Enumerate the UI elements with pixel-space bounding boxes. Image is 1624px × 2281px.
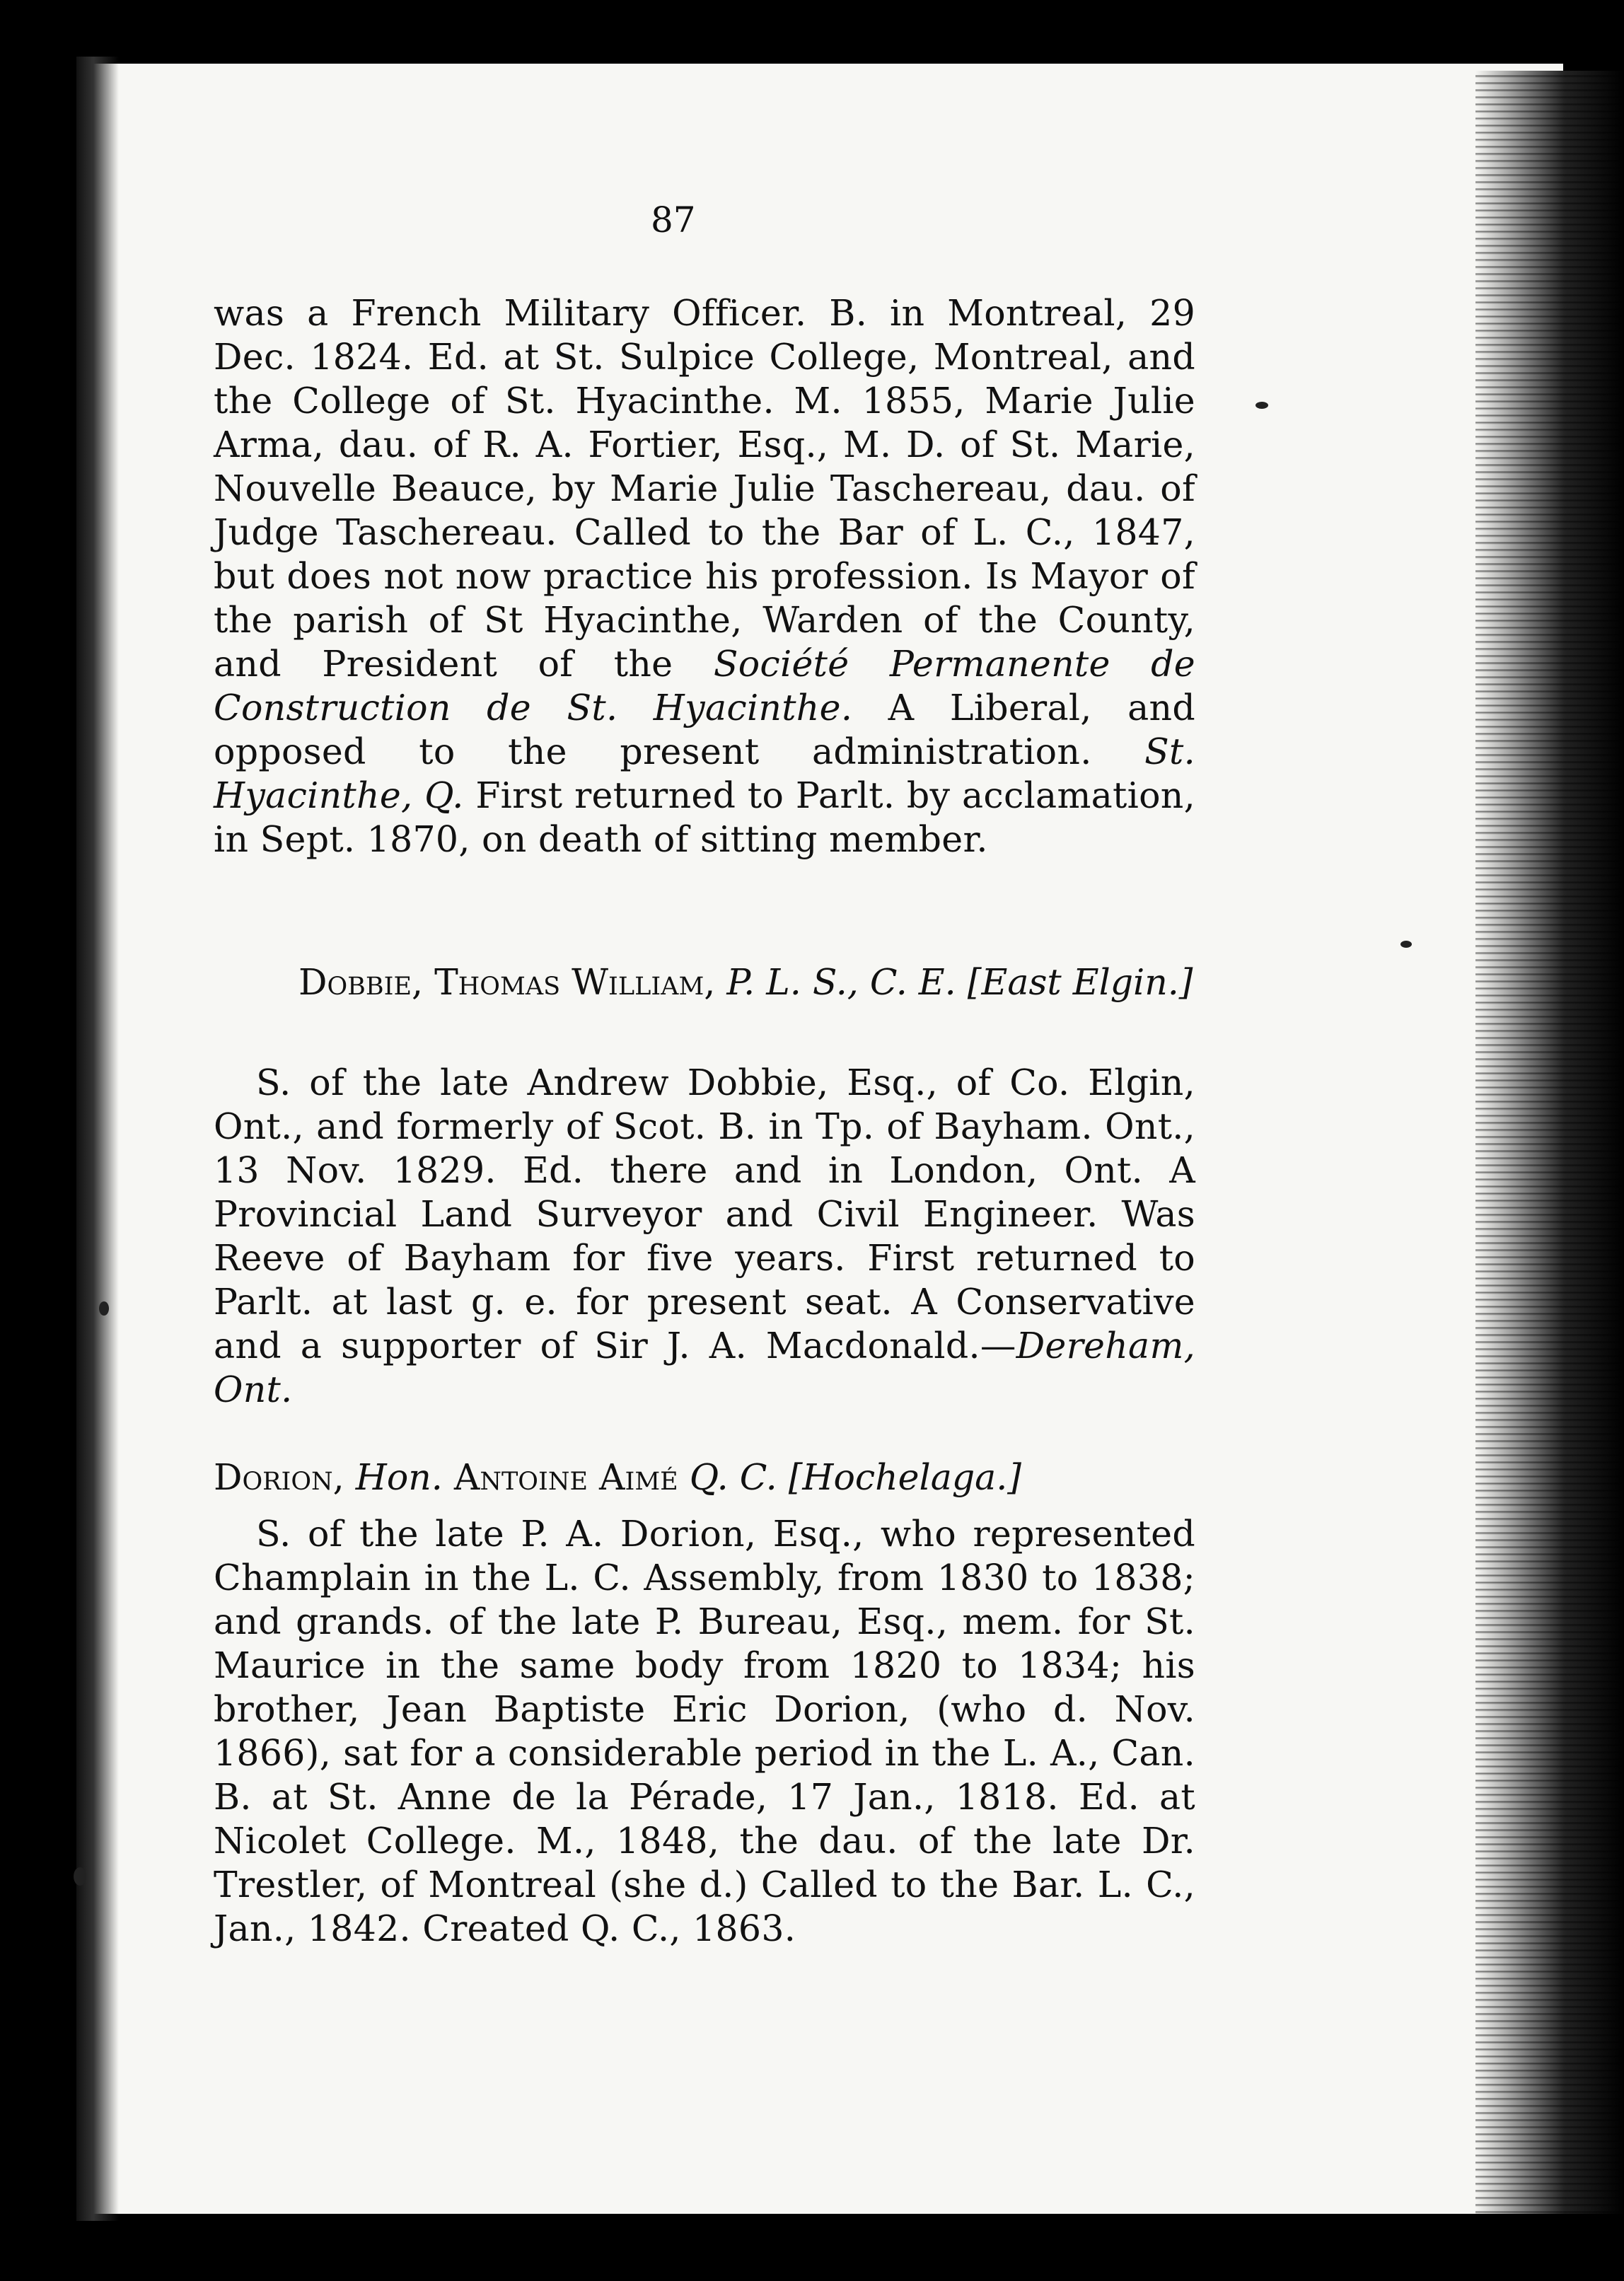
entry1-text-c: A Liberal, and opposed to the present administration.	[214, 687, 1195, 772]
entry1-text-a: was a French Military Officer. B. in Montreal, 29 Dec. 1824. Ed. at St. Sulpice College, Montreal, and the College of St. Hyacinthe. M. 1855, Marie Julie Arma, dau. of R. A. Fortier, Esq., M. D. of St. Marie, Nouvelle Beauce, by Marie Julie Taschereau, dau. of Judge Taschereau. Called to the Bar of L. C., 1847, but does not now practice his profession. Is Mayor of the parish of St Hyacinthe, Warden of the County, and President of the	[214, 292, 1195, 685]
ink-speck	[1400, 941, 1412, 948]
entry2-constituency: [East Elgin.]	[956, 961, 1193, 1003]
binding-shadow	[76, 57, 119, 2221]
entry3-name-a: Dorion,	[214, 1456, 344, 1498]
ink-speck	[74, 1867, 86, 1886]
entry-heading-dorion	[214, 1456, 1195, 1499]
entry1-address: St. Hyacinthe, Q.	[214, 731, 1195, 816]
entry3-constituency: [Hochelaga.]	[777, 1456, 1022, 1498]
entry3-hon: Hon.	[344, 1456, 443, 1498]
entry2-address: Dereham, Ont.	[214, 1325, 1195, 1410]
entry3-name-b: Antoine Aimé	[442, 1456, 678, 1498]
entry3-qc: Q. C.	[678, 1456, 777, 1498]
entry1-text-e: First returned to Parlt. by acclamation, in Sept. 1870, on death of sitting member.	[214, 774, 1195, 860]
entry-paragraph-dobbie	[214, 1061, 1195, 1412]
entry3-text: S. of the late P. A. Dorion, Esq., who represented Champlain in the L. C. Assembly, from 1830 to 1838; and grands. of the late P. Bureau, Esq., mem. for St. Maurice in the same body from 1820 to 1834; his brother, Jean Baptiste Eric Dorion, (who d. Nov. 1866), sat for a considerable period in the L. A., Can. B. at St. Anne de la Pérade, 17 Jan., 1818. Ed. at Nicolet College. M., 1848, the dau. of the late Dr. Trestler, of Montreal (she d.) Called to the Bar. L. C., Jan., 1842. Created Q. C., 1863.	[214, 1513, 1195, 1949]
entry2-name: Dobbie, Thomas William,	[298, 961, 716, 1003]
entry-paragraph-dorion	[214, 1512, 1195, 1951]
entry1-society-name: Société Permanente de Construction de St. Hyacinthe.	[214, 643, 1195, 729]
entry2-title: P. L. S., C. E.	[715, 961, 956, 1003]
ink-speck	[1255, 402, 1268, 409]
page-number: 87	[651, 199, 696, 240]
entry-heading-dobbie	[214, 960, 1280, 1004]
page-edge-noise	[1475, 71, 1624, 2214]
entry2-text-a: S. of the late Andrew Dobbie, Esq., of Co. Elgin, Ont., and formerly of Scot. B. in Tp. of Bayham. Ont., 13 Nov. 1829. Ed. there and in London, Ont. A Provincial Land Surveyor and Civil Engineer. Was Reeve of Bayham for five years. First returned to Parlt. at last g. e. for present seat. A Conservative and a supporter of Sir J. A. Macdonald.—	[214, 1062, 1195, 1366]
ink-speck	[99, 1301, 109, 1316]
entry-continuation-paragraph	[214, 291, 1195, 861]
